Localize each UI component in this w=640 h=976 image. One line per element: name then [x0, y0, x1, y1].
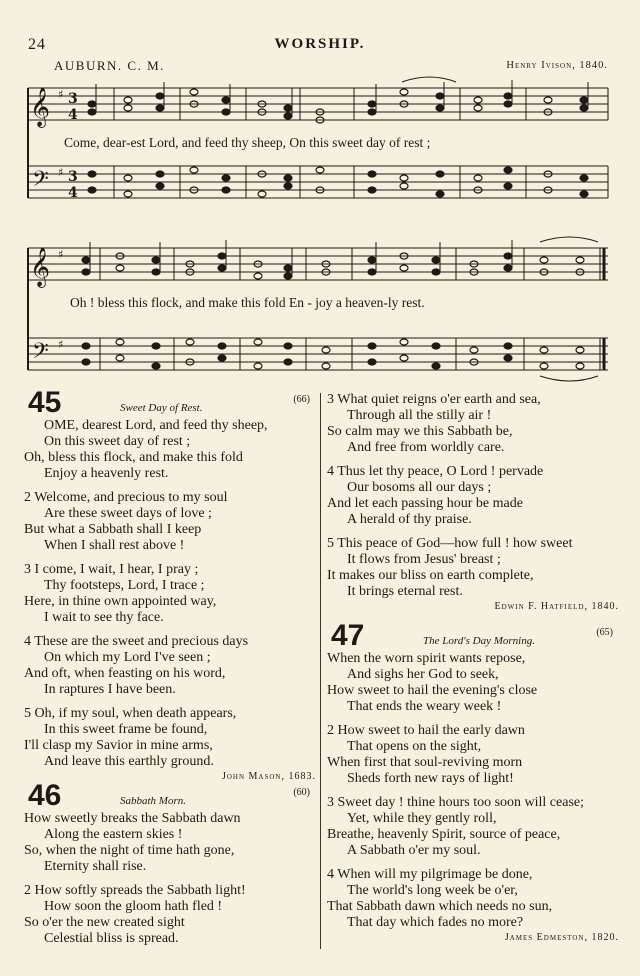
left-column — [24, 386, 324, 947]
verse-line: And leave this earthly ground. — [44, 754, 214, 769]
verse-line: How soon the gloom hath fled ! — [44, 899, 223, 914]
svg-text:3: 3 — [68, 91, 78, 107]
verse-line: So o'er the new created sight — [24, 915, 185, 930]
verse-line: On which my Lord I've seen ; — [44, 650, 211, 665]
verse-line: A Sabbath o'er my soul. — [347, 843, 481, 858]
verse-line: 4 When will my pilgrimage be done, — [327, 867, 533, 882]
verse-line: I wait to see thy face. — [44, 610, 164, 625]
hymn-meter: (66) — [293, 394, 310, 405]
verse-line: OME, dearest Lord, and feed thy sheep, — [44, 418, 268, 433]
hymn-number: 46 — [28, 779, 62, 812]
verse-line: On this sweet day of rest ; — [44, 434, 191, 449]
section-title: WORSHIP. — [274, 36, 366, 52]
composer: Henry Ivison, 1840. — [506, 60, 608, 71]
hymn-45-stanza-1 — [24, 418, 324, 482]
hymn-45-stanza-3 — [24, 562, 324, 626]
svg-text:4: 4 — [68, 107, 78, 123]
verse-line: Are these sweet days of love ; — [44, 506, 212, 521]
verse-line: Oh, bless this flock, and make this fold — [24, 450, 243, 465]
hymn-47-stanza-3 — [327, 795, 627, 859]
verse-line: How sweet to hail the evening's close — [327, 683, 538, 698]
verse-line: But what a Sabbath shall I keep — [24, 522, 202, 537]
verse-line: 3 What quiet reigns o'er earth and sea, — [327, 392, 541, 407]
tune-name: AUBURN. C. M. — [54, 58, 165, 73]
verse-line: In raptures I have been. — [44, 682, 176, 697]
hymn-45-header — [24, 386, 324, 419]
system-1-treble-notes — [88, 89, 588, 123]
verse-line: Here, in thine own appointed way, — [24, 594, 217, 609]
hymn-46-stanza-5 — [327, 536, 627, 600]
hymn-46-header — [24, 779, 324, 812]
system-2-treble-notes — [82, 253, 584, 279]
hymn-47-stanza-1 — [327, 651, 627, 715]
hymn-meter: (60) — [293, 787, 310, 798]
verse-line: 2 How sweet to hail the early dawn — [327, 723, 525, 738]
hymn-attribution: Edwin F. Hatfield, 1840. — [494, 601, 619, 612]
svg-text:♯: ♯ — [58, 338, 64, 351]
lyric-line-2: Oh ! bless this flock, and make this fold En - joy a heaven-ly rest. — [70, 295, 425, 310]
verse-line: Celestial bliss is spread. — [44, 931, 179, 946]
hymn-title: Sweet Day of Rest. — [120, 402, 203, 414]
hymn-45-stanza-2 — [24, 490, 324, 554]
page-number: 24 — [28, 36, 46, 53]
hymn-46-stanza-3 — [327, 392, 627, 456]
verse-line: Breathe, heavenly Spirit, source of peace, — [327, 827, 561, 842]
hymn-47-stanza-4 — [327, 867, 627, 931]
verse-line: 5 This peace of God—how full ! how sweet — [327, 536, 573, 551]
verse-line: Along the eastern skies ! — [44, 827, 183, 842]
bass-clef-icon: 𝄢 — [32, 339, 49, 369]
hymn-number: 47 — [331, 619, 365, 652]
treble-clef-icon: 𝄞 — [30, 247, 51, 287]
right-column — [327, 392, 627, 944]
svg-text:♯: ♯ — [58, 88, 64, 101]
hymn-46-stanza-1 — [24, 811, 324, 875]
verse-line: And free from worldly care. — [347, 440, 505, 455]
verse-line: 4 Thus let thy peace, O Lord ! pervade — [327, 464, 544, 479]
verse-line: When first that soul-reviving morn — [327, 755, 523, 770]
verse-line: Our bosoms all our days ; — [347, 480, 492, 495]
verse-line: So calm may we this Sabbath be, — [327, 424, 513, 439]
verse-line: Yet, while they gently roll, — [347, 811, 497, 826]
verse-line: It flows from Jesus' breast ; — [347, 552, 501, 567]
treble-clef-icon: 𝄞 — [30, 87, 51, 127]
verse-line: 3 Sweet day ! thine hours too soon will cease; — [327, 795, 585, 810]
verse-line: So, when the night of time hath gone, — [24, 843, 235, 858]
verse-line: That ends the weary week ! — [347, 699, 502, 714]
verse-line: Eternity shall rise. — [44, 859, 147, 874]
verse-line: 4 These are the sweet and precious days — [24, 634, 249, 649]
hymn-attribution: James Edmeston, 1820. — [504, 932, 619, 943]
verse-line: And let each passing hour be made — [327, 496, 523, 511]
hymn-45-stanza-4 — [24, 634, 324, 698]
hymn-title: Sabbath Morn. — [120, 795, 186, 807]
system-2-bass-staff — [28, 338, 608, 370]
verse-line: Enjoy a heavenly rest. — [44, 466, 169, 481]
verse-line: 2 How softly spreads the Sabbath light! — [24, 883, 246, 898]
hymn-title: The Lord's Day Morning. — [423, 635, 535, 647]
verse-line: It brings eternal rest. — [347, 584, 463, 599]
hymn-47-stanza-2 — [327, 723, 627, 787]
hymn-attribution: John Mason, 1683. — [221, 771, 316, 782]
hymn-45-stanza-5 — [24, 706, 324, 770]
hymn-47-header — [327, 619, 627, 652]
verse-line: That day which fades no more? — [347, 915, 524, 930]
hymn-46-stanza-2 — [24, 883, 324, 947]
verse-line: A herald of thy praise. — [347, 512, 472, 527]
verse-line: Sheds forth new rays of light! — [347, 771, 514, 786]
svg-text:♯: ♯ — [58, 166, 64, 179]
verse-line: The world's long week be o'er, — [347, 883, 518, 898]
verse-line: 5 Oh, if my soul, when death appears, — [24, 706, 237, 721]
svg-text:3: 3 — [68, 169, 78, 185]
verse-line: I'll clasp my Savior in mine arms, — [24, 738, 213, 753]
verse-line: And oft, when feasting on his word, — [24, 666, 226, 681]
svg-text:4: 4 — [68, 185, 78, 201]
verse-line: That Sabbath dawn which needs no sun, — [327, 899, 553, 914]
verse-line: Through all the stilly air ! — [347, 408, 492, 423]
music-score — [0, 66, 640, 386]
verse-line: And sighs her God to seek, — [347, 667, 499, 682]
hymn-meter: (65) — [596, 627, 613, 638]
verse-line: 3 I come, I wait, I hear, I pray ; — [24, 562, 199, 577]
verse-line: In this sweet frame be found, — [44, 722, 208, 737]
verse-line: When the worn spirit wants repose, — [327, 651, 526, 666]
verse-line: It makes our bliss on earth complete, — [327, 568, 534, 583]
hymn-number: 45 — [28, 386, 62, 419]
verse-line: Thy footsteps, Lord, I trace ; — [44, 578, 205, 593]
lyric-line-1: Come, dear-est Lord, and feed thy sheep, On this sweet day of rest ; — [64, 135, 431, 150]
system-2-treble-staff — [28, 248, 608, 280]
verse-line: How sweetly breaks the Sabbath dawn — [24, 811, 241, 826]
verse-line: When I shall rest above ! — [44, 538, 185, 553]
verse-line: That opens on the sight, — [347, 739, 482, 754]
hymn-46-stanza-4 — [327, 464, 627, 528]
svg-text:♯: ♯ — [58, 248, 64, 261]
verse-line: 2 Welcome, and precious to my soul — [24, 490, 228, 505]
bass-clef-icon: 𝄢 — [32, 167, 49, 197]
